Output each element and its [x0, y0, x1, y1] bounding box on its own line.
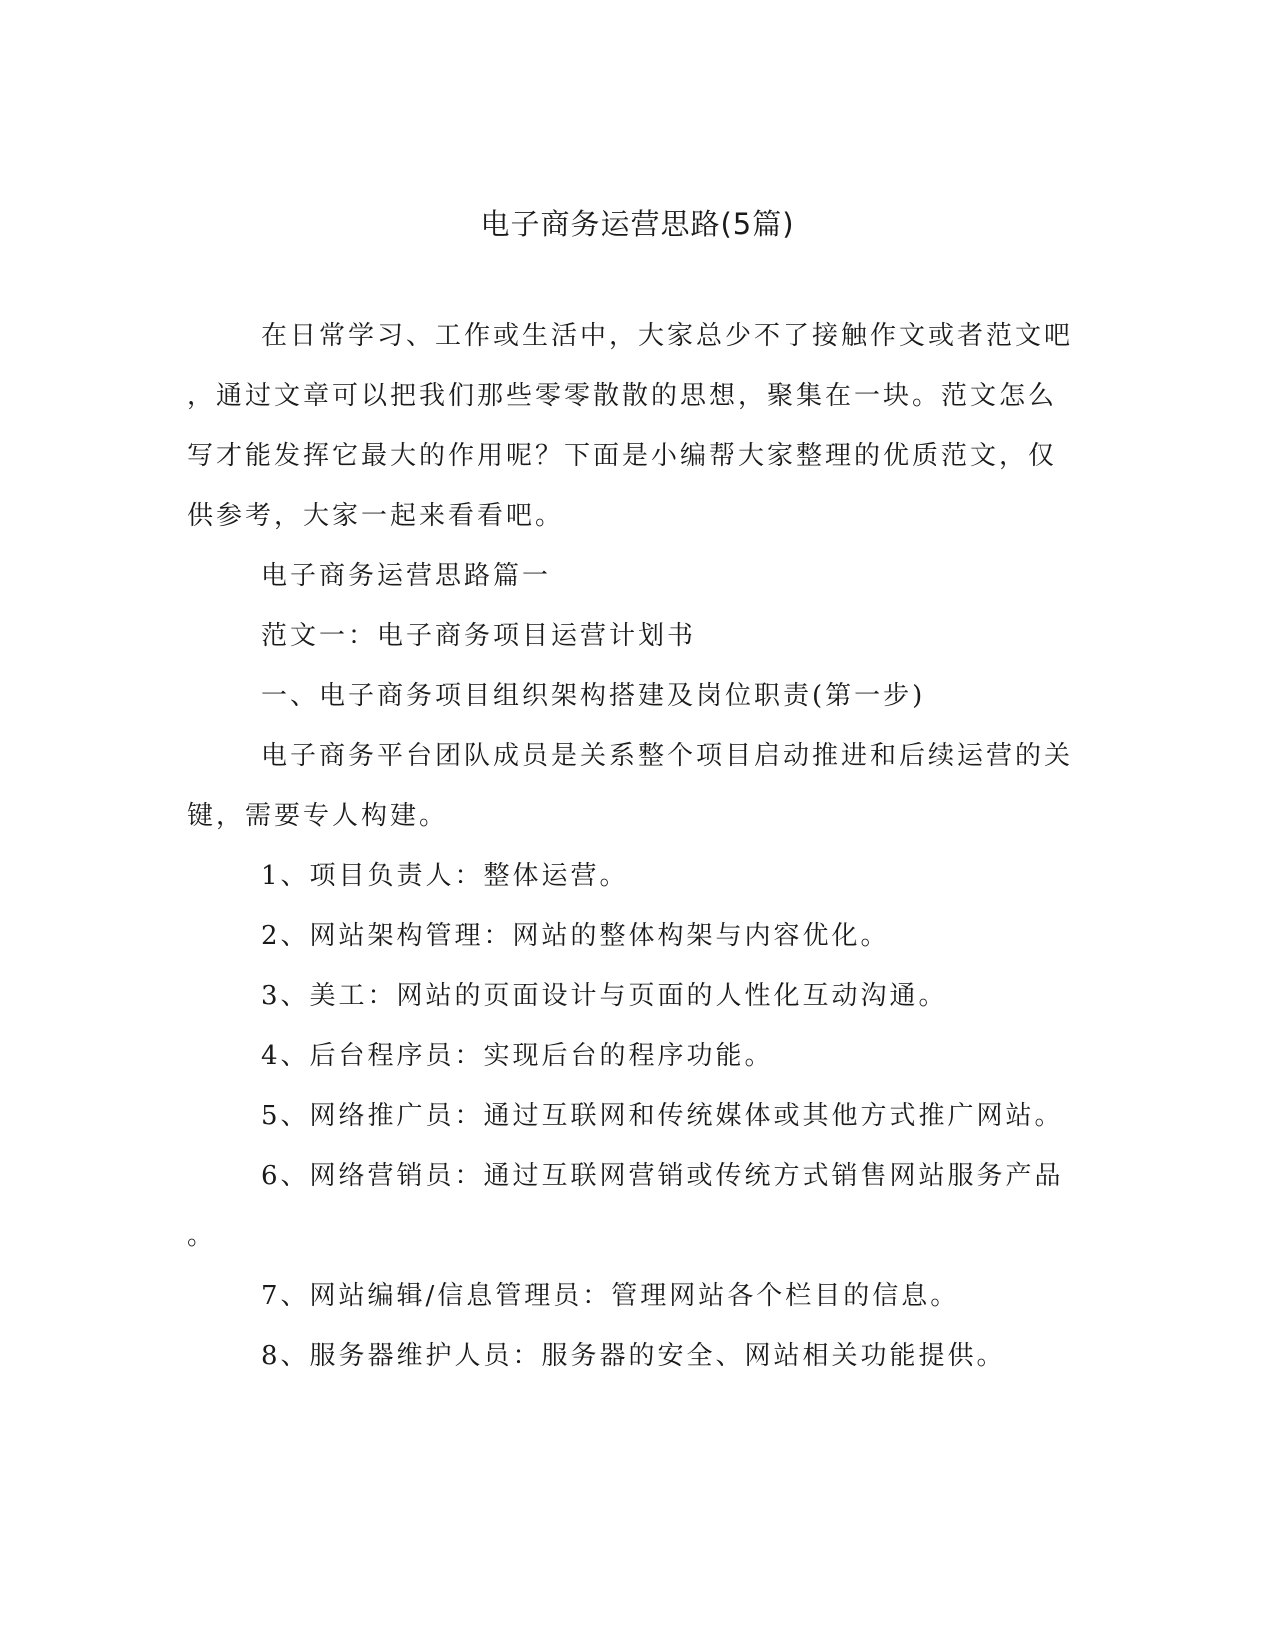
- document-body: [187, 306, 1077, 1386]
- paragraph-line: 键，需要专人构建。: [187, 801, 449, 831]
- subheading: 一、电子商务项目组织架构搭建及岗位职责(第一步): [261, 681, 926, 711]
- list-item: 8、服务器维护人员：服务器的安全、网站相关功能提供。: [261, 1341, 1006, 1371]
- paragraph-line: 在日常学习、工作或生活中，大家总少不了接触作文或者范文吧: [261, 321, 1074, 351]
- paragraph-line: 供参考，大家一起来看看吧。: [187, 501, 565, 531]
- list-item: 5、网络推广员：通过互联网和传统媒体或其他方式推广网站。: [261, 1101, 1064, 1131]
- list-item: 7、网站编辑/信息管理员：管理网站各个栏目的信息。: [261, 1281, 960, 1311]
- list-item: 2、网站架构管理：网站的整体构架与内容优化。: [261, 921, 890, 951]
- list-item: 4、后台程序员：实现后台的程序功能。: [261, 1041, 774, 1071]
- paragraph-line: ，通过文章可以把我们那些零零散散的思想，聚集在一块。范文怎么: [187, 381, 1058, 411]
- document-title: 电子商务运营思路(5篇): [480, 207, 795, 241]
- paragraph-line: 写才能发挥它最大的作用呢？下面是小编帮大家整理的优质范文，仅: [187, 441, 1058, 471]
- list-item-continuation: 。: [187, 1221, 217, 1251]
- list-item: 1、项目负责人：整体运营。: [261, 861, 629, 891]
- paragraph-line: 电子商务平台团队成员是关系整个项目启动推进和后续运营的关: [261, 741, 1074, 771]
- subheading: 范文一：电子商务项目运营计划书: [261, 621, 697, 651]
- list-item: 3、美工：网站的页面设计与页面的人性化互动沟通。: [261, 981, 948, 1011]
- section-heading: 电子商务运营思路篇一: [261, 561, 552, 591]
- list-item: 6、网络营销员：通过互联网营销或传统方式销售网站服务产品: [261, 1161, 1064, 1191]
